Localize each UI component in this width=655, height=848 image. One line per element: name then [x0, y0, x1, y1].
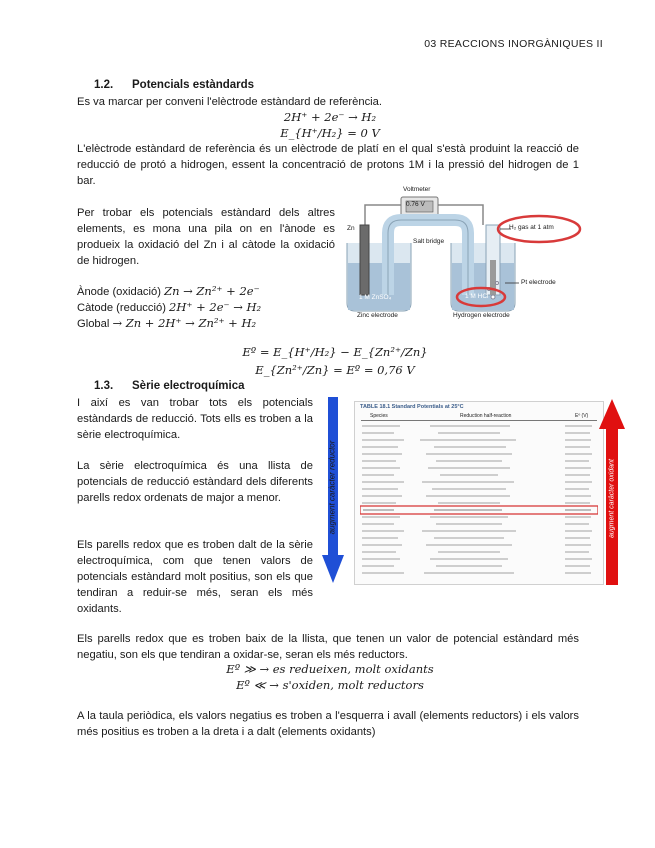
paragraph-reference-electrode: L'elèctrode estàndard de referència és un elèctrode de platí en el qual s'està produint la reacció de reducció de protó a hidrogen, essent la concentració de protons 1M i la pressió del hidrogen de 1 bar.	[77, 143, 579, 187]
table-col-halfreaction: Reduction half-reaction	[460, 413, 512, 419]
table-standard-potentials	[354, 401, 604, 585]
label-augment-reductor: augment caràcter reductor	[327, 440, 337, 535]
paragraph-serie-oxidants: Els parells redox que es troben dalt de la sèrie electroquímica, com que tenen valors de potencials estàndard molt positius, son els que tendiran a reduir-se més, seran els més oxidants.	[77, 539, 313, 615]
reaction-equation: Zn → Zn²⁺ + 2e⁻	[164, 284, 260, 298]
paragraph-serie-intro: I així es van trobar tots els potencials estàndards de reducció. Tots ells es troben a la sèrie electroquímica.	[77, 397, 313, 441]
label-hcl: 1 M HCl	[465, 293, 489, 300]
paragraph-reductors: Els parells redox que es troben baix de la llista, que tenen un valor de potencial estàndard més negatiu, son els que tendiran a oxidar-se, seran els més reductors.	[77, 633, 579, 661]
section-heading-serie	[94, 380, 245, 392]
section-number: 1.3.	[94, 380, 114, 392]
intro-text: Es va marcar per conveni l'elèctrode estàndard de referència.	[77, 96, 382, 108]
label-h2-gas: H₂ gas at 1 atm	[509, 224, 554, 231]
section-title: Potencials estàndards	[132, 79, 255, 91]
reaction-cathode	[77, 299, 261, 316]
paragraph-serie-definition: La sèrie electroquímica és una llista de potencials de reducció estàndard dels diferents parells redox ordenats de major a menor.	[77, 460, 313, 504]
paragraph-taula-periodica: A la taula periòdica, els valors negatius es troben a l'esquerra i avall (elements reductors) i els valors més positius es troben a la dreta i a dalt (elements oxidants)	[77, 710, 579, 738]
reaction-equation: → Zn + 2H⁺ → Zn²⁺ + H₂	[112, 316, 257, 330]
label-pt-electrode: Pt electrode	[521, 279, 556, 286]
table-col-species: Species	[370, 413, 388, 419]
figure-galvanic-cell	[343, 185, 583, 325]
reaction-label: Global	[77, 318, 110, 330]
paragraph-pila: Per trobar els potencials estàndard dels altres elements, es mona una pila on en l'ànode es produeix la oxidació del Zn i al càtode la oxidació de hidrogen.	[77, 207, 335, 267]
table-rows-illustration	[360, 422, 598, 580]
section-number: 1.2.	[94, 79, 114, 91]
figure-electrochemical-series	[322, 395, 655, 595]
equation-hydrogen: 2H⁺ + 2e⁻ → H₂	[283, 110, 377, 124]
reaction-label: Càtode (reducció)	[77, 302, 166, 314]
reaction-global	[77, 315, 256, 332]
equation-oxidants: Eº ≫ → es redueixen, molt oxidants	[226, 662, 434, 676]
label-voltmeter: Voltmeter	[403, 186, 431, 193]
equation-cell-potential: Eº = E_{H⁺/H₂} − E_{Zn²⁺/Zn}	[242, 345, 428, 359]
table-col-e0: Eº (V)	[575, 413, 589, 419]
section-title: Sèrie electroquímica	[132, 380, 245, 392]
label-augment-oxidant: augment caràcter oxidant	[608, 459, 616, 538]
equation-zn-potential: E_{Zn²⁺/Zn} = Eº = 0,76 V	[255, 363, 415, 377]
equation-reductors: Eº ≪ → s'oxiden, molt reductors	[236, 678, 424, 692]
table-title: TABLE 18.1 Standard Potentials at 25°C	[360, 404, 464, 410]
equation-e0-reference: E_{H⁺/H₂} = 0 V	[280, 126, 380, 140]
label-hydrogen-electrode: Hydrogen electrode	[453, 312, 510, 319]
label-zinc-electrode: Zinc electrode	[357, 312, 398, 319]
reaction-equation: 2H⁺ + 2e⁻ → H₂	[169, 300, 262, 314]
page-header: 03 REACCIONS INORGÀNIQUES II	[424, 38, 603, 50]
reaction-anode	[77, 283, 260, 300]
label-zn: Zn	[347, 225, 355, 232]
label-voltage-reading: 0.76 V	[406, 201, 425, 208]
galvanic-cell-illustration	[343, 185, 583, 325]
section-heading-potencials	[94, 79, 254, 91]
label-znso4: 1 M ZnSO₄	[359, 294, 392, 301]
reaction-label: Ànode (oxidació)	[77, 286, 161, 298]
label-salt-bridge: Salt bridge	[413, 238, 445, 245]
